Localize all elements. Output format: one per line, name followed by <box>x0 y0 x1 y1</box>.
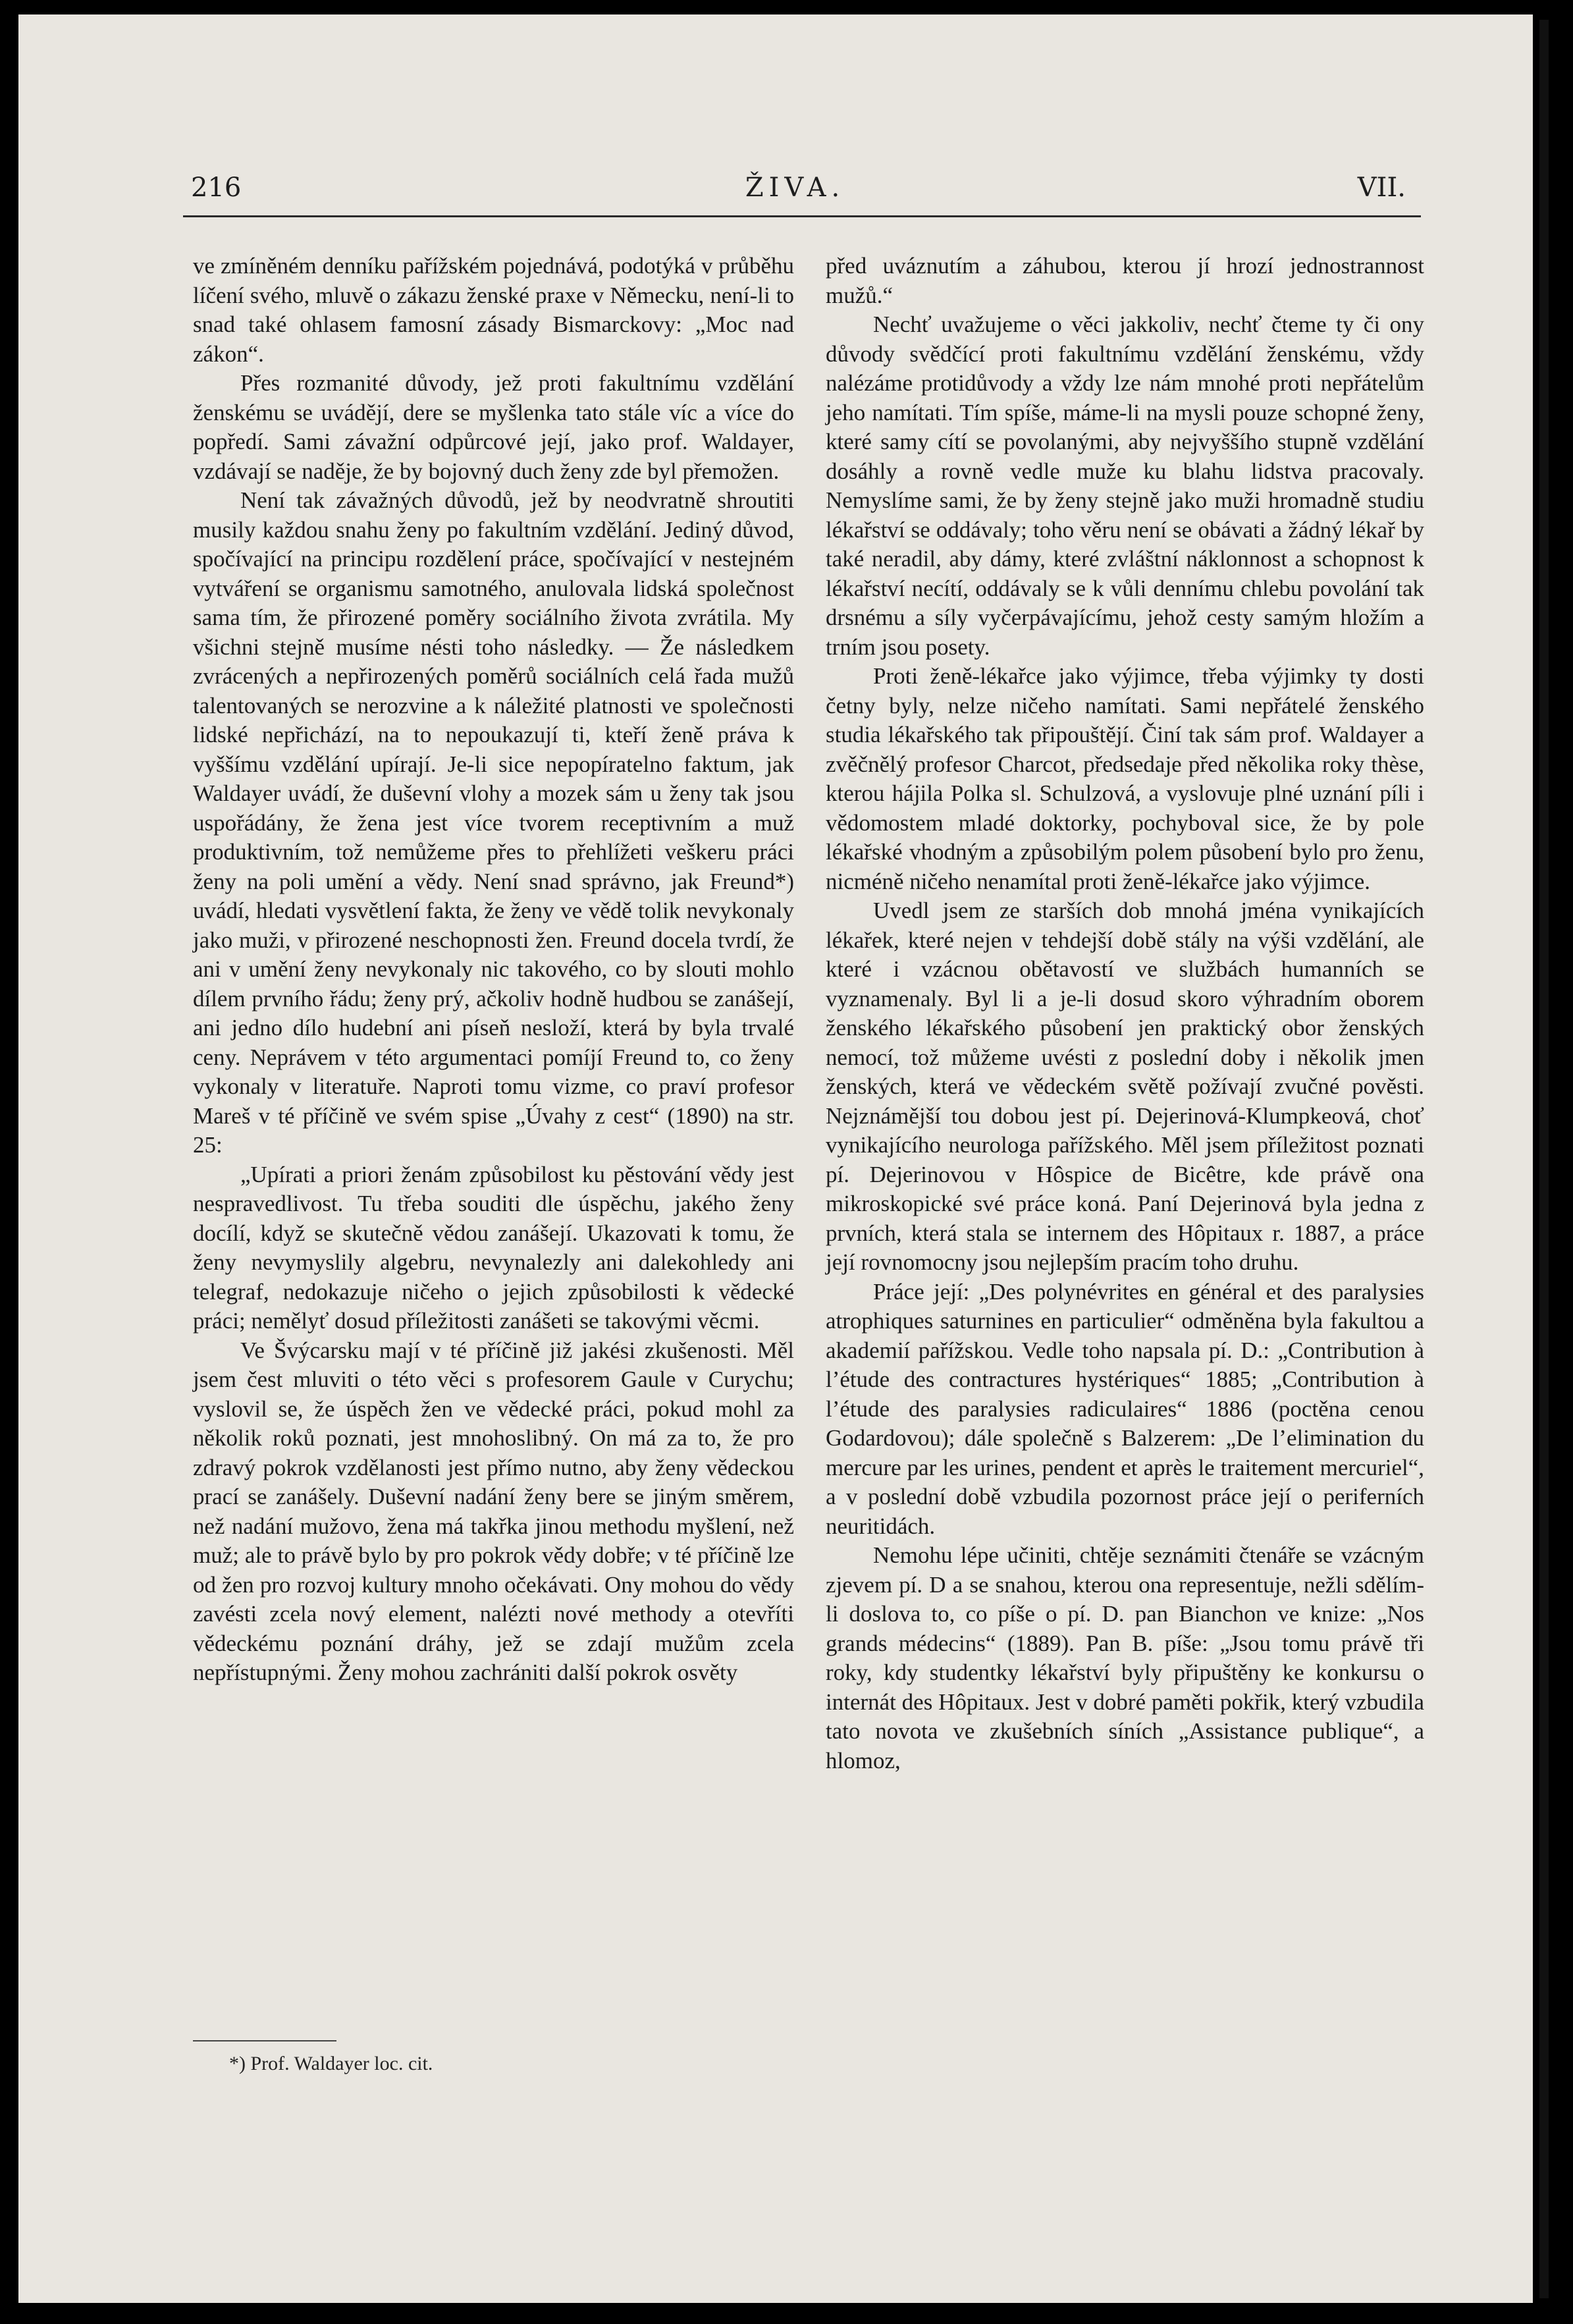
paragraph: Uvedl jsem ze starších dob mnohá jména vynikajících lékařek, které nejen v tehdejší době stály na výši vzdělání, ale které i vzácnou obětavostí ve službách humanních se vyznamenaly. Byl li a je-li dosud skoro výhradním oborem ženského lékařského působení jen praktický obor ženských nemocí, tož můžeme uvésti z poslední doby i několik jmen ženských, která ve vědeckém světě požívají zvučné pověsti. Nejznámější tou dobou jest pí. Dejerinová-Klumpkeová, choť vynikajícího neurologa pařížského. Měl jsem příležitost poznati pí. Dejerinovou v Hôspice de Bicêtre, kde právě ona mikroskopické své práce koná. Paní Dejerinová byla jedna z prvních, která stala se internem des Hôpitaux r. 1887, a práce její rovnomocny jsou nejlepším pracím toho druhu. <box>826 898 1424 1275</box>
paragraph: Nemohu lépe učiniti, chtěje seznámiti čtenáře se vzácným zjevem pí. D a se snahou, kterou ona representuje, nežli sdělím-li doslova to, co píše o pí. D. pan Bianchon ve knize: „Nos grands médecins“ (1889). Pan B. píše: „Jsou tomu právě tři roky, kdy studentky lékařství byly připuštěny ke konkursu o internát des Hôpitaux. Jest v dobré paměti pokřik, který vzbudila tato novota ve zkušebních síních „Assistance publique“, a hlomoz, <box>826 1542 1424 1773</box>
footnote-rule <box>193 2040 336 2041</box>
running-header <box>165 173 1426 212</box>
page-number: 216 <box>191 173 242 203</box>
left-column <box>193 252 794 1688</box>
paragraph: Proti ženě-lékařce jako výjimce, třeba výjimky ty dosti četny byly, nelze ničeho namítati. Sami nepřátelé ženského studia lékařského tak připouštějí. Činí tak sám prof. Waldayer a zvěčnělý profesor Charcot, předsedaje před několika roky thèse, kterou hájila Polka sl. Schulzová, a vyslovuje plné uznání píli i vědomostem mladé doktorky, pochyboval sice, že by pole lékařské vhodným a způsobilým polem působení bylo pro ženu, nicméně ničeho nenamítal proti ženě-lékařce jako výjimce. <box>826 663 1424 894</box>
quotation-paragraph: „Upírati a priori ženám způsobilost ku pěstování vědy jest nespravedlivost. Tu třeba souditi dle úspěchu, jakého ženy docílí, když se skutečně vědou zanášejí. Ukazovati k tomu, že ženy nevymyslily algebru, nevynalezly ani dalekohledy ani telegraf, nedokazuje ničeho o jejich způsobilosti k vědecké práci; nemělyť dosud příležitosti zanášeti se takovými věcmi. <box>193 1161 794 1334</box>
journal-title: ŽIVA. <box>745 173 845 203</box>
paragraph: před uváznutím a záhubou, kterou jí hrozí jednostrannost mužů.“ <box>826 253 1424 308</box>
header-rule <box>183 215 1421 217</box>
page-edge-shadow <box>1539 20 1549 2298</box>
volume-number: VII. <box>1357 173 1406 203</box>
paragraph: ve zmíněném denníku pařížském pojednává, podotýká v průběhu líčení svého, mluvě o zákazu ženské praxe v Německu, není-li to snad také ohlasem famosní zásady Bismarckovy: „Moc nad zákon“. <box>193 253 794 367</box>
paragraph: Nechť uvažujeme o věci jakkoliv, nechť čteme ty či ony důvody svědčící proti fakultnímu vzdělání ženskému, vždy nalézáme protidůvody a vždy lze nám mnohé proti nepřátelům jeho namítati. Tím spíše, máme-li na mysli pouze schopné ženy, které samy cítí se povolanými, aby nejvyššího stupně vzdělání dosáhly a rovně vedle muže ku blahu lidstva pracovaly. Nemyslíme sami, že by ženy stejně jako muži hromadně studiu lékařství se oddávaly; toho věru není se obávati a žádný lékař by také neradil, aby dámy, které zvláštní náklonnost a schopnost k lékařství necítí, oddávaly se k vůli dennímu chlebu povolání tak drsnému a síly vyčerpávajícímu, jehož cesty samým hložím a trním jsou posety. <box>826 311 1424 660</box>
footnote: *) Prof. Waldayer loc. cit. <box>229 2053 433 2074</box>
paragraph: Není tak závažných důvodů, jež by neodvratně shroutiti musily každou snahu ženy po fakultním vzdělání. Jediný důvod, spočívající na principu rozdělení práce, spočívající v nestejném vytváření se organismu samotného, anulovala lidská společnost sama tím, že přirozené poměry sociálního života zvrátila. My všichni stejně musíme nésti toho následky. — Že následkem zvrácených a nepřirozených poměrů sociálních celá řada mužů talentovaných se nerozvine a k náležité platnosti ve společnosti lidské nepřichází, na to nepoukazují ti, kteří ženě práva k vyššímu vzdělání upírají. Je-li sice nepopíratelno faktum, jak Waldayer uvádí, že duševní vlohy a mozek sám u ženy tak jsou uspořádány, že žena jest více tvorem receptivním a muž produktivním, tož nemůžeme přes to přehlížeti veškeru práci ženy na poli umění a vědy. Není snad správno, jak Freund*) uvádí, hledati vysvětlení fakta, že ženy ve vědě tolik nevykonaly jako muži, v přirozené neschopnosti žen. Freund docela tvrdí, že ani v umění ženy nevykonaly nic takového, co by slouti mohlo dílem prvního řádu; ženy prý, ačkoliv hodně hudbou se zanášejí, ani jedno dílo hudební ani píseň nesloží, která by byla trvalé ceny. Neprávem v této argumentaci pomíjí Freund to, co ženy vykonaly v literatuře. Naproti tomu vizme, co praví profesor Mareš v té příčině ve svém spise „Úvahy z cest“ (1890) na str. 25: <box>193 487 794 1158</box>
scanned-page <box>18 14 1533 2303</box>
paragraph: Práce její: „Des polynévrites en général et des paralysies atrophiques saturnines en particulier“ odměněna byla fakultou a akademií pařížskou. Vedle toho napsala pí. D.: „Contribution à l’étude des contractures hystériques“ 1885; „Contribution à l’étude des paralysies radiculaires“ 1886 (poctěna cenou Godardovou); dále společně s Balzerem: „De l’elimination du mercure par les urines, pendent et après le traitement mercuriel“, a v poslední době vzbudila pozornost práce její o periferních neuritidách. <box>826 1278 1424 1539</box>
paragraph: Přes rozmanité důvody, jež proti fakultnímu vzdělání ženskému se uvádějí, dere se myšlenka tato stále víc a více do popředí. Sami závažní odpůrcové její, jako prof. Waldayer, vzdávají se naděje, že by bojovný duch ženy zde byl přemožen. <box>193 370 794 484</box>
right-column <box>826 252 1424 1775</box>
paragraph: Ve Švýcarsku mají v té příčině již jakési zkušenosti. Měl jsem čest mluviti o této věci s profesorem Gaule v Curychu; vyslovil se, že úspěch žen ve vědecké práci, pokud mohl za několik roků poznati, jest mnohoslibný. On má za to, že pro zdravý pokrok vzdělanosti jest přímo nutno, aby ženy vědeckou prací se zanášely. Duševní nadání ženy bere se jiným směrem, než nadání mužovo, žena má takřka jinou methodu myšlení, než muž; ale to právě bylo by pro pokrok vědy dobře; v té příčině lze od žen pro rozvoj kultury mnoho očekávati. Ony mohou do vědy zavésti zcela nový element, nalézti nové methody a otevříti vědeckému poznání dráhy, jež se zdají mužům zcela nepřístupnými. Ženy mohou zachrániti další pokrok osvěty <box>193 1337 794 1685</box>
